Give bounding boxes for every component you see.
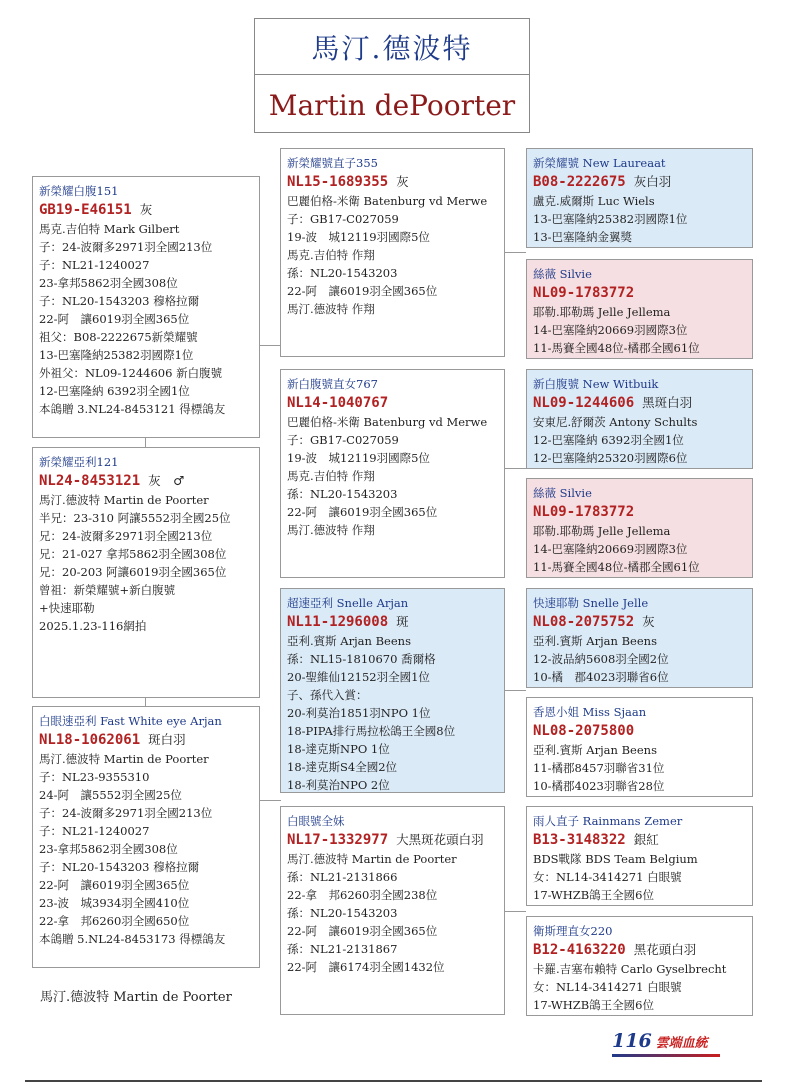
dam-dam-info: 孫：NL20-1543203 <box>287 906 398 920</box>
sire-sire-info: 馬克.吉伯特 作翔 <box>287 248 375 262</box>
sire-info: 23-拿邦5862羽全國308位 <box>39 276 178 290</box>
sire-sire-color: 灰 <box>396 174 409 189</box>
ssd-info: 14-巴塞隆納20669羽國際3位 <box>533 323 688 337</box>
dsd-info: 11-橘郡8457羽聯省31位 <box>533 761 665 775</box>
connector-line <box>505 468 526 469</box>
dam-sire-info: 子、孫代入賞： <box>287 688 368 702</box>
connector-line <box>259 345 281 346</box>
ddd-name: 衛斯理直女220 <box>533 924 613 938</box>
sss-ring: B08-2222675 <box>533 174 626 190</box>
title-english: Martin dePoorter <box>268 88 516 122</box>
dam-sire-info: 亞利.賓斯 Arjan Beens <box>287 634 411 648</box>
dam-sire-info: 18-利莫治NPO 2位 <box>287 778 390 792</box>
ddd-color: 黑花頭白羽 <box>633 942 697 957</box>
sire-sire-card <box>280 148 505 357</box>
dsd-name: 香恩小姐 Miss Sjaan <box>533 705 647 719</box>
dam-sire-ring-line <box>287 612 498 632</box>
sire-ring: GB19-E46151 <box>39 202 132 218</box>
logo-underline <box>612 1054 720 1057</box>
dam-sire-dam-card <box>526 697 753 797</box>
connector-line <box>505 252 526 253</box>
dam-info: 子：NL20-1543203 穆格拉爾 <box>39 860 200 874</box>
dsd-ring: NL08-2075800 <box>533 723 635 739</box>
main-color: 灰 ♂ <box>148 473 185 488</box>
dam-dam-info: 孫：NL21-2131866 <box>287 870 398 884</box>
sdd-ring-line <box>533 502 746 522</box>
connector-line <box>145 697 146 706</box>
sire-info: 12-巴塞隆納 6392羽全國1位 <box>39 384 190 398</box>
sire-dam-ring-line <box>287 393 498 413</box>
dam-info: 馬汀.德波特 Martin de Poorter <box>39 752 209 766</box>
logo-text: 雲端血統 <box>655 1036 708 1051</box>
sds-info: 12-巴塞隆納25320羽國際6位 <box>533 451 688 465</box>
main-info: 曾祖：新榮耀號+新白腹號 <box>39 583 176 597</box>
dam-info: 子：NL23-9355310 <box>39 770 150 784</box>
dam-sire-info: 18-PIPA排行馬拉松鴿王全國8位 <box>287 724 456 738</box>
logo-number: 116 <box>612 1030 652 1052</box>
dam-dam-sire-card <box>526 806 753 906</box>
dds-info: BDS戰隊 BDS Team Belgium <box>533 852 698 866</box>
main-info: 馬汀.德波特 Martin de Poorter <box>39 493 209 507</box>
dam-dam-dam-card <box>526 916 753 1016</box>
sire-dam-name: 新白腹號直女767 <box>287 377 378 391</box>
sss-info: 13-巴塞隆納25382羽國際1位 <box>533 212 688 226</box>
sire-sire-ring: NL15-1689355 <box>287 174 389 190</box>
main-ring: NL24-8453121 <box>39 473 141 489</box>
dsd-ring-line <box>533 721 746 741</box>
brand-logo <box>612 1030 708 1052</box>
connector-line <box>505 690 526 691</box>
sire-sire-info: 巴麗伯格-米衛 Batenburg vd Merwe <box>287 194 488 208</box>
connector-line <box>259 800 281 801</box>
ssd-info: 耶勒.耶勒瑪 Jelle Jellema <box>533 305 671 319</box>
ddd-info: 女：NL14-3414271 白眼號 <box>533 980 682 994</box>
ddd-info: 卡羅.吉塞布賴特 Carlo Gyselbrecht <box>533 962 727 976</box>
main-info: 半兄：23-310 阿讓5552羽全國25位 <box>39 511 231 525</box>
ssd-name: 絲薇 Silvie <box>533 267 592 281</box>
connector-line <box>505 911 526 912</box>
dam-dam-ring: NL17-1332977 <box>287 832 389 848</box>
sds-info: 安東尼.舒爾茨 Antony Schults <box>533 415 698 429</box>
dss-color: 灰 <box>642 614 655 629</box>
sdd-info: 耶勒.耶勒瑪 Jelle Jellema <box>533 524 671 538</box>
sds-ring-line <box>533 393 746 413</box>
dam-card <box>32 706 260 968</box>
dam-sire-info: 孫：NL15-1810670 喬爾格 <box>287 652 436 666</box>
sdd-info: 14-巴塞隆納20669羽國際3位 <box>533 542 688 556</box>
dam-dam-ring-line <box>287 830 498 850</box>
sire-dam-ring: NL14-1040767 <box>287 395 389 411</box>
dam-color: 斑白羽 <box>148 732 186 747</box>
sire-dam-info: 孫：NL20-1543203 <box>287 487 398 501</box>
sire-info: 子：24-波爾多2971羽全國213位 <box>39 240 213 254</box>
sire-sire-info: 馬汀.德波特 作翔 <box>287 302 375 316</box>
dam-dam-color: 大黑斑花頭白羽 <box>396 832 484 847</box>
main-info: 兄：21-027 拿邦5862羽全國308位 <box>39 547 227 561</box>
main-info: 兄：24-波爾多2971羽全國213位 <box>39 529 213 543</box>
sire-card <box>32 176 260 438</box>
dam-sire-info: 20-聖維仙12152羽全國1位 <box>287 670 430 684</box>
sire-ring-line <box>39 200 253 220</box>
dds-ring: B13-3148322 <box>533 832 626 848</box>
sire-sire-ring-line <box>287 172 498 192</box>
dss-info: 12-波品納5608羽全國2位 <box>533 652 669 666</box>
title-chinese: 馬汀.德波特 <box>255 19 529 75</box>
dds-info: 17-WHZB鴿王全國6位 <box>533 888 654 902</box>
sire-info: 馬克.吉伯特 Mark Gilbert <box>39 222 180 236</box>
sire-dam-info: 馬汀.德波特 作翔 <box>287 523 375 537</box>
dam-dam-name: 白眼號全妹 <box>287 814 345 828</box>
sire-info: 子：NL21-1240027 <box>39 258 150 272</box>
main-bird-card <box>32 447 260 698</box>
ssd-ring: NL09-1783772 <box>533 285 635 301</box>
sds-color: 黑斑白羽 <box>642 395 693 410</box>
sire-sire-info: 19-波 城12119羽國際5位 <box>287 230 430 244</box>
sire-sire-sire-card <box>526 148 753 248</box>
dam-dam-info: 22-拿 邦6260羽全國238位 <box>287 888 438 902</box>
dam-sire-color: 斑 <box>396 614 409 629</box>
sire-info: 22-阿 讓6019羽全國365位 <box>39 312 190 326</box>
dss-name: 快速耶勒 Snelle Jelle <box>533 596 649 610</box>
dsd-info: 10-橘郡4023羽聯省28位 <box>533 779 665 793</box>
main-bird-name: 新榮耀亞利121 <box>39 455 119 469</box>
main-info: 2025.1.23-116網拍 <box>39 619 147 633</box>
dam-sire-ring: NL11-1296008 <box>287 614 389 630</box>
dss-ring-line <box>533 612 746 632</box>
dam-sire-info: 18-達克斯S4全國2位 <box>287 760 398 774</box>
sire-dam-info: 22-阿 讓6019羽全國365位 <box>287 505 438 519</box>
ddd-ring-line <box>533 940 746 960</box>
dsd-info: 亞利.賓斯 Arjan Beens <box>533 743 657 757</box>
sire-info: 外祖父：NL09-1244606 新白腹號 <box>39 366 223 380</box>
dds-name: 雨人直子 Rainmans Zemer <box>533 814 683 828</box>
pedigree-title <box>254 18 530 133</box>
sire-info: 祖父：B08-2222675新榮耀號 <box>39 330 198 344</box>
dds-color: 銀紅 <box>633 832 659 847</box>
dam-info: 22-拿 邦6260羽全國650位 <box>39 914 190 928</box>
sire-sire-dam-card <box>526 259 753 359</box>
sss-name: 新榮耀號 New Laureaat <box>533 156 666 170</box>
dss-info: 10-橘 郡4023羽聯省6位 <box>533 670 669 684</box>
connector-line <box>145 437 146 447</box>
sire-dam-sire-card <box>526 369 753 469</box>
dam-info: 子：NL21-1240027 <box>39 824 150 838</box>
main-info: +快速耶勒 <box>39 601 95 615</box>
sds-ring: NL09-1244606 <box>533 395 635 411</box>
sdd-info: 11-馬賽全國48位-橘郡全國61位 <box>533 560 700 574</box>
dam-sire-info: 20-利莫治1851羽NPO 1位 <box>287 706 431 720</box>
dss-ring: NL08-2075752 <box>533 614 635 630</box>
sire-dam-info: 19-波 城12119羽國際5位 <box>287 451 430 465</box>
sss-info: 13-巴塞隆納金翼獎 <box>533 230 633 244</box>
dam-sire-card <box>280 588 505 793</box>
sire-sire-name: 新榮耀號直子355 <box>287 156 378 170</box>
dam-dam-card <box>280 806 505 1015</box>
sdd-name: 絲薇 Silvie <box>533 486 592 500</box>
dam-info: 23-波 城3934羽全國410位 <box>39 896 190 910</box>
sire-dam-dam-card <box>526 478 753 578</box>
sss-color: 灰白羽 <box>633 174 672 189</box>
sire-info: 子：NL20-1543203 穆格拉爾 <box>39 294 200 308</box>
sds-info: 12-巴塞隆納 6392羽全國1位 <box>533 433 684 447</box>
sire-sire-info: 22-阿 讓6019羽全國365位 <box>287 284 438 298</box>
sire-sire-info: 子：GB17-C027059 <box>287 212 399 226</box>
sire-info: 13-巴塞隆納25382羽國際1位 <box>39 348 194 362</box>
dam-dam-info: 22-阿 讓6174羽全國1432位 <box>287 960 445 974</box>
ddd-info: 17-WHZB鴿王全國6位 <box>533 998 654 1012</box>
dam-info: 本鴿贈 5.NL24-8453173 得標鴿友 <box>39 932 226 946</box>
sire-dam-info: 子：GB17-C027059 <box>287 433 399 447</box>
dam-sire-sire-card <box>526 588 753 688</box>
sdd-ring: NL09-1783772 <box>533 504 635 520</box>
dds-info: 女：NL14-3414271 白眼號 <box>533 870 682 884</box>
dam-dam-info: 22-阿 讓6019羽全國365位 <box>287 924 438 938</box>
dam-info: 22-阿 讓6019羽全國365位 <box>39 878 190 892</box>
dam-ring-line <box>39 730 253 750</box>
dam-dam-info: 孫：NL21-2131867 <box>287 942 398 956</box>
dds-ring-line <box>533 830 746 850</box>
sire-dam-info: 巴麗伯格-米衛 Batenburg vd Merwe <box>287 415 488 429</box>
ddd-ring: B12-4163220 <box>533 942 626 958</box>
main-ring-line <box>39 471 253 491</box>
dam-info: 24-阿 讓5552羽全國25位 <box>39 788 182 802</box>
bottom-divider <box>25 1080 762 1082</box>
sss-info: 盧克.威爾斯 Luc Wiels <box>533 194 655 208</box>
sire-info: 本鴿贈 3.NL24-8453121 得標鴿友 <box>39 402 226 416</box>
sds-name: 新白腹號 New Witbuik <box>533 377 659 391</box>
dss-info: 亞利.賓斯 Arjan Beens <box>533 634 657 648</box>
dam-info: 子：24-波爾多2971羽全國213位 <box>39 806 213 820</box>
dam-ring: NL18-1062061 <box>39 732 141 748</box>
sss-ring-line <box>533 172 746 192</box>
sire-dam-info: 馬克.吉伯特 作翔 <box>287 469 375 483</box>
dam-sire-name: 超速亞利 Snelle Arjan <box>287 596 409 610</box>
dam-dam-info: 馬汀.德波特 Martin de Poorter <box>287 852 457 866</box>
sire-name: 新榮耀白腹151 <box>39 184 119 198</box>
main-info: 兄：20-203 阿讓6019羽全國365位 <box>39 565 227 579</box>
ssd-ring-line <box>533 283 746 303</box>
sire-sire-info: 孫：NL20-1543203 <box>287 266 398 280</box>
sire-dam-card <box>280 369 505 578</box>
sire-color: 灰 <box>139 202 153 217</box>
dam-sire-info: 18-達克斯NPO 1位 <box>287 742 390 756</box>
breeder-footer: 馬汀.德波特 Martin de Poorter <box>40 990 232 1005</box>
ssd-info: 11-馬賽全國48位-橘郡全國61位 <box>533 341 700 355</box>
dam-name: 白眼速亞利 Fast White eye Arjan <box>39 714 222 728</box>
dam-info: 23-拿邦5862羽全國308位 <box>39 842 178 856</box>
